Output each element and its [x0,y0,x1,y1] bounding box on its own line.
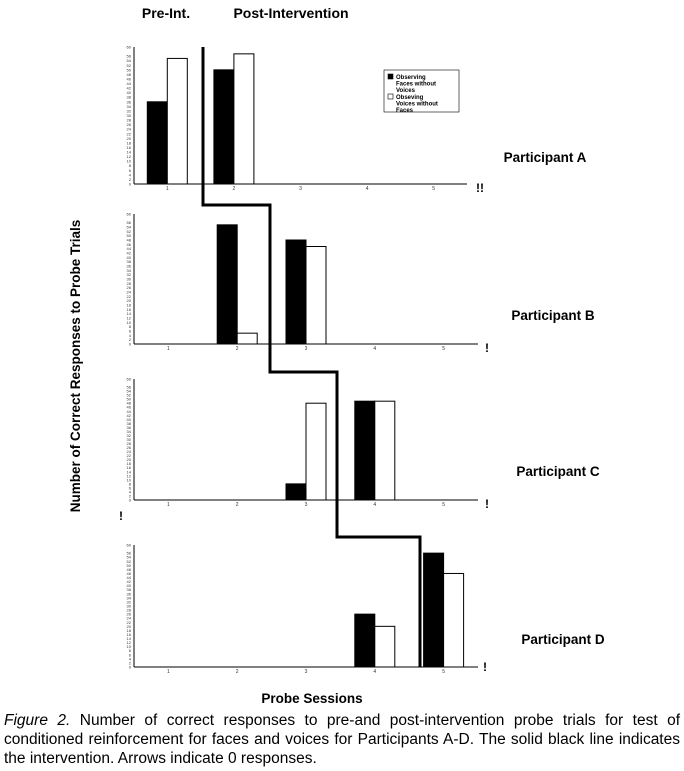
y-tick-label: 0 [128,181,131,187]
x-tick-label: 1 [167,502,170,508]
y-tick-label: 32 [126,432,131,438]
y-tick-label: 42 [126,412,131,418]
y-tick-label: 18 [126,627,131,633]
x-tick-label: 2 [235,346,239,352]
pre-intervention-label: Pre-Int. [141,5,191,21]
y-tick-label: 14 [126,311,131,317]
y-tick-label: 56 [126,550,131,556]
bar-voices-session-3 [306,247,326,345]
y-tick-label: 30 [126,437,131,442]
y-tick-label: 28 [126,117,131,123]
y-tick-label: 60 [126,44,131,50]
x-tick-label: 2 [235,502,239,508]
y-tick-label: 34 [126,428,131,434]
x-tick-label: 1 [167,669,170,675]
panel-title: Participant D [521,632,605,647]
y-tick-label: 24 [126,615,131,621]
y-tick-label: 8 [128,324,131,330]
y-tick-label: 44 [126,575,131,581]
y-tick-label: 42 [126,579,131,585]
y-tick-label: 28 [126,441,131,447]
x-tick-label: 5 [432,186,436,192]
y-tick-label: 12 [126,315,131,321]
y-tick-label: 48 [126,237,131,243]
y-tick-label: 24 [126,449,131,455]
x-tick-label: 4 [373,502,377,508]
y-tick-label: 40 [126,583,131,589]
y-tick-label: 52 [126,228,131,234]
bar-faces-session-5 [424,553,444,667]
zero-response-marker: ! [485,497,489,511]
y-tick-label: 34 [126,103,131,109]
y-tick-label: 54 [126,554,131,560]
y-tick-label: 20 [126,298,131,304]
bar-faces-session-1 [147,102,167,184]
figure-caption-label: Figure 2. [4,712,71,729]
y-tick-label: 48 [126,400,131,406]
legend-label: Voices [396,88,415,94]
y-tick-label: 50 [126,396,131,402]
y-tick-label: 16 [126,144,131,150]
panel-title: Participant C [516,464,600,479]
y-tick-label: 24 [126,126,131,132]
participant-panels [119,45,605,676]
y-tick-label: 22 [126,619,131,625]
figure-caption-text: Number of correct responses to pre-and post-intervention probe trials for test of conditioned reinforcement for faces and voices for Participants A-D. The solid black line indicates the intervention. Arrows indicate 0 responses. [4,712,680,767]
bar-faces-session-2 [214,70,234,184]
x-tick-label: 5 [442,669,445,675]
y-tick-label: 54 [126,224,131,230]
y-tick-label: 16 [126,306,131,312]
bar-voices-session-4 [375,401,395,500]
y-tick-label: 6 [128,167,131,173]
y-tick-label: 40 [126,416,131,422]
legend-label: Voices without [396,101,438,108]
y-tick-label: 36 [126,424,131,430]
y-tick-label: 56 [126,53,131,59]
y-tick-label: 54 [126,388,131,394]
legend [384,70,459,114]
legend-label: Faces [396,108,414,114]
y-tick-label: 20 [126,135,131,141]
y-tick-label: 10 [126,477,131,483]
y-tick-label: 38 [126,259,131,265]
y-tick-label: 18 [126,302,131,308]
x-tick-label: 3 [304,502,308,508]
y-tick-label: 34 [126,267,131,273]
y-tick-label: 2 [128,337,131,343]
y-tick-label: 44 [126,246,131,252]
y-tick-label: 4 [128,656,131,662]
zero-response-marker: ! [485,341,489,355]
y-tick-label: 26 [126,285,131,291]
y-tick-label: 32 [126,272,131,278]
y-tick-label: 30 [126,276,131,282]
panel-title: Participant B [511,308,595,323]
y-tick-label: 28 [126,607,131,613]
x-axis-label: Probe Sessions [261,691,363,706]
y-tick-label: 16 [126,631,131,637]
y-tick-label: 8 [128,481,131,487]
y-tick-label: 50 [126,67,131,73]
y-tick-label: 46 [126,570,131,576]
legend-label: Obseving [396,95,424,101]
y-tick-label: 4 [128,172,131,178]
y-tick-label: 10 [126,644,131,650]
y-tick-label: 12 [126,640,131,646]
legend-label: Observing [396,75,426,81]
y-tick-label: 0 [128,497,131,503]
y-tick-label: 40 [126,254,131,260]
legend-swatch [388,94,393,99]
x-tick-label: 1 [167,346,170,352]
y-tick-label: 54 [126,58,131,64]
bar-voices-session-5 [444,573,464,667]
y-tick-label: 16 [126,465,131,471]
y-tick-label: 44 [126,408,131,414]
y-tick-label: 18 [126,140,131,146]
y-tick-label: 6 [128,328,131,334]
y-tick-label: 22 [126,293,131,299]
y-tick-label: 28 [126,280,131,286]
y-tick-label: 20 [126,457,131,463]
y-tick-label: 0 [128,664,131,670]
y-tick-label: 46 [126,76,131,82]
y-tick-label: 44 [126,81,131,87]
y-tick-label: 36 [126,263,131,269]
y-tick-label: 2 [128,176,131,182]
y-tick-label: 0 [128,341,131,347]
bar-voices-session-1 [167,58,187,184]
panel-participant-b [127,212,595,356]
x-tick-label: 4 [373,669,377,675]
y-tick-label: 6 [128,652,131,658]
y-tick-label: 14 [126,469,131,475]
bar-faces-session-3 [286,484,306,500]
x-tick-label: 3 [304,346,308,352]
y-tick-label: 2 [128,493,131,499]
y-tick-label: 12 [126,473,131,479]
bar-voices-session-2 [237,333,257,344]
y-axis-label: Number of Correct Responses to Probe Trials [68,219,83,513]
y-tick-label: 8 [128,648,131,654]
y-tick-label: 52 [126,62,131,68]
bar-faces-session-4 [355,401,375,500]
y-tick-label: 38 [126,420,131,426]
x-tick-label: 5 [442,502,445,508]
legend-label: Faces without [396,81,437,88]
y-tick-label: 50 [126,233,131,239]
y-tick-label: 24 [126,289,131,295]
figure-caption [4,711,680,768]
x-tick-label: 5 [442,346,445,352]
y-tick-label: 38 [126,587,131,593]
panel-participant-d [127,543,605,676]
y-tick-label: 60 [126,211,131,217]
y-tick-label: 34 [126,595,131,601]
y-tick-label: 10 [126,158,131,164]
x-tick-label: 4 [373,346,377,352]
y-tick-label: 26 [126,122,131,128]
y-tick-label: 56 [126,384,131,390]
y-tick-label: 32 [126,108,131,114]
y-tick-label: 22 [126,453,131,459]
y-tick-label: 30 [126,603,131,609]
bar-voices-session-2 [234,54,254,184]
panel-participant-a [127,45,587,196]
panel-participant-c [119,377,600,524]
zero-response-marker: ! [483,660,487,674]
y-tick-label: 10 [126,319,131,325]
y-tick-label: 40 [126,90,131,96]
panel-title: Participant A [503,150,587,165]
x-tick-label: 4 [365,186,369,192]
y-tick-label: 26 [126,611,131,617]
y-tick-label: 6 [128,485,131,491]
x-tick-label: 3 [299,186,302,192]
y-tick-label: 52 [126,392,131,398]
y-tick-label: 48 [126,566,131,572]
legend-swatch [388,74,393,79]
y-tick-label: 14 [126,149,131,155]
post-intervention-label: Post-Intervention [233,5,349,21]
bar-voices-session-4 [375,626,395,667]
bar-voices-session-3 [306,403,326,500]
bar-faces-session-4 [355,614,375,667]
y-tick-label: 4 [128,332,131,338]
y-tick-label: 12 [126,154,131,160]
y-tick-label: 18 [126,461,131,467]
y-tick-label: 52 [126,558,131,564]
bar-faces-session-3 [286,240,306,344]
y-tick-label: 60 [126,376,131,382]
y-tick-label: 8 [128,163,131,169]
zero-response-marker: !! [476,181,484,195]
y-tick-label: 56 [126,220,131,226]
y-tick-label: 14 [126,636,131,642]
y-tick-label: 46 [126,241,131,247]
y-tick-label: 30 [126,113,131,118]
y-tick-label: 48 [126,71,131,77]
zero-response-marker: ! [119,509,123,523]
y-tick-label: 4 [128,489,131,495]
y-tick-label: 22 [126,131,131,137]
y-tick-label: 50 [126,562,131,568]
x-tick-label: 3 [304,669,308,675]
x-tick-label: 2 [235,669,239,675]
y-tick-label: 36 [126,99,131,105]
y-tick-label: 38 [126,94,131,100]
y-tick-label: 60 [126,542,131,548]
y-tick-label: 46 [126,404,131,410]
y-tick-label: 42 [126,85,131,91]
bar-faces-session-2 [217,225,237,344]
y-tick-label: 20 [126,623,131,629]
y-tick-label: 32 [126,599,131,605]
x-tick-label: 1 [165,186,169,192]
y-tick-label: 42 [126,250,131,256]
y-tick-label: 36 [126,591,131,597]
y-tick-label: 26 [126,445,131,451]
x-tick-label: 2 [232,186,236,192]
y-tick-label: 2 [128,660,131,666]
